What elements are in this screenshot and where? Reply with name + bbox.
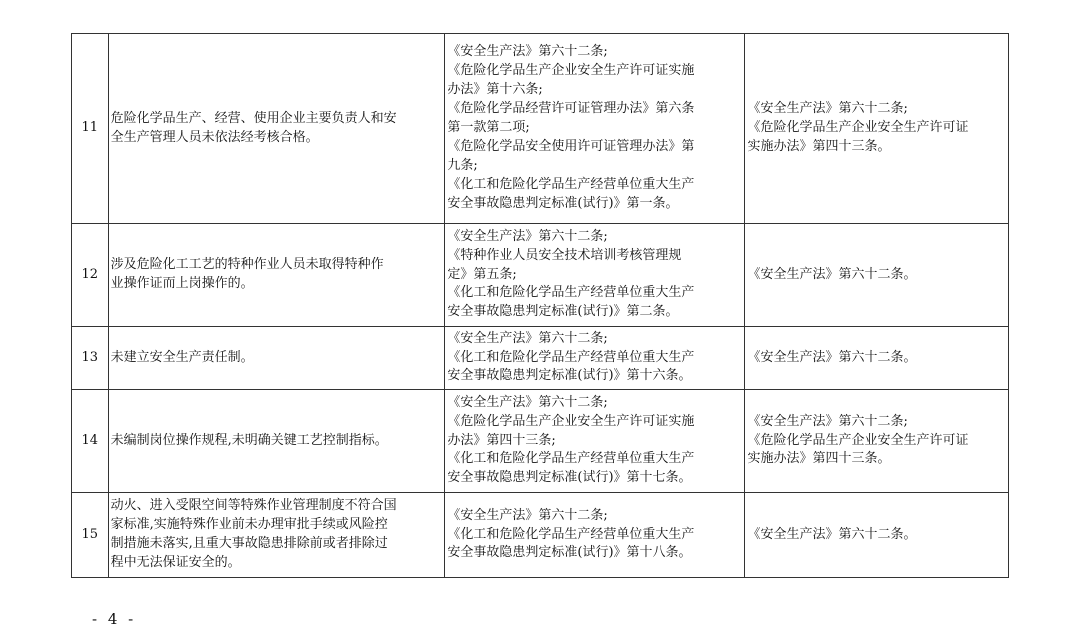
hazard-description-line: 未编制岗位操作规程,未明确关键工艺控制指标。 bbox=[110, 432, 388, 448]
legal-basis-line: 《安全生产法》第六十二条; bbox=[447, 228, 608, 244]
penalty-basis-line: 《危险化学品生产企业安全生产许可证 bbox=[747, 120, 969, 136]
table-body bbox=[72, 34, 1009, 578]
penalty-basis-line: 《危险化学品生产企业安全生产许可证 bbox=[747, 432, 969, 448]
hazard-description-line: 未建立安全生产责任制。 bbox=[110, 349, 254, 365]
penalty-basis-line: 《安全生产法》第六十二条。 bbox=[747, 266, 917, 282]
hazard-description-cell bbox=[108, 493, 445, 578]
penalty-basis-line: 实施办法》第四十三条。 bbox=[747, 138, 891, 154]
page-number: - 4 - bbox=[92, 610, 137, 628]
hazard-description-line: 动火、进入受限空间等特殊作业管理制度不符合国 bbox=[110, 498, 397, 514]
legal-basis-line: 安全事故隐患判定标准(试行)》第十六条。 bbox=[447, 368, 692, 384]
table-row bbox=[72, 34, 1009, 224]
hazard-description-cell bbox=[108, 390, 445, 493]
legal-basis-line: 安全事故隐患判定标准(试行)》第一条。 bbox=[447, 195, 679, 211]
legal-basis-line: 第一款第二项; bbox=[447, 120, 530, 136]
row-number: 13 bbox=[72, 327, 109, 390]
row-number: 14 bbox=[72, 390, 109, 493]
legal-basis-line: 《危险化学品经营许可证管理办法》第六条 bbox=[447, 101, 695, 117]
legal-basis-line: 《特种作业人员安全技术培训考核管理规 bbox=[447, 247, 682, 263]
penalty-basis-cell bbox=[745, 224, 1009, 327]
legal-basis-line: 《危险化学品生产企业安全生产许可证实施 bbox=[447, 63, 695, 79]
legal-basis-line: 办法》第四十三条; bbox=[447, 432, 556, 448]
legal-basis-line: 《安全生产法》第六十二条; bbox=[447, 330, 608, 346]
row-number: 15 bbox=[72, 493, 109, 578]
legal-basis-line: 《化工和危险化学品生产经营单位重大生产 bbox=[447, 451, 695, 467]
hazard-description-line: 全生产管理人员未依法经考核合格。 bbox=[110, 129, 319, 145]
legal-basis-line: 《化工和危险化学品生产经营单位重大生产 bbox=[447, 285, 695, 301]
legal-basis-cell bbox=[445, 390, 745, 493]
regulation-table bbox=[71, 33, 1009, 578]
legal-basis-line: 《化工和危险化学品生产经营单位重大生产 bbox=[447, 349, 695, 365]
table-row bbox=[72, 224, 1009, 327]
hazard-description-cell bbox=[108, 327, 445, 390]
legal-basis-cell bbox=[445, 327, 745, 390]
row-number: 12 bbox=[72, 224, 109, 327]
legal-basis-cell bbox=[445, 493, 745, 578]
penalty-basis-line: 实施办法》第四十三条。 bbox=[747, 451, 891, 467]
hazard-description-line: 业操作证而上岗操作的。 bbox=[110, 276, 254, 291]
hazard-description-line: 家标准,实施特殊作业前未办理审批手续或风险控 bbox=[110, 517, 388, 533]
legal-basis-cell bbox=[445, 224, 745, 327]
penalty-basis-line: 《安全生产法》第六十二条。 bbox=[747, 349, 917, 365]
legal-basis-line: 安全事故隐患判定标准(试行)》第十七条。 bbox=[447, 470, 692, 486]
penalty-basis-line: 《安全生产法》第六十二条。 bbox=[747, 526, 917, 542]
hazard-description-line: 危险化学品生产、经营、使用企业主要负责人和安 bbox=[110, 110, 397, 126]
table-row bbox=[72, 493, 1009, 578]
penalty-basis-cell bbox=[745, 34, 1009, 224]
legal-basis-line: 办法》第十六条; bbox=[447, 82, 543, 98]
penalty-basis-cell bbox=[745, 327, 1009, 390]
legal-basis-line: 安全事故隐患判定标准(试行)》第二条。 bbox=[447, 304, 679, 320]
row-number: 11 bbox=[72, 34, 109, 224]
hazard-description-line: 程中无法保证安全的。 bbox=[110, 554, 241, 570]
legal-basis-line: 《安全生产法》第六十二条; bbox=[447, 394, 608, 410]
legal-basis-line: 《安全生产法》第六十二条; bbox=[447, 507, 608, 523]
penalty-basis-cell bbox=[745, 493, 1009, 578]
legal-basis-line: 《危险化学品安全使用许可证管理办法》第 bbox=[447, 138, 695, 154]
table-row bbox=[72, 327, 1009, 390]
penalty-basis-cell bbox=[745, 390, 1009, 493]
legal-basis-line: 《化工和危险化学品生产经营单位重大生产 bbox=[447, 176, 695, 192]
penalty-basis-line: 《安全生产法》第六十二条; bbox=[747, 101, 908, 117]
legal-basis-cell bbox=[445, 34, 745, 224]
legal-basis-line: 《安全生产法》第六十二条; bbox=[447, 44, 608, 60]
hazard-description-cell bbox=[108, 34, 445, 224]
legal-basis-line: 九条; bbox=[447, 157, 478, 173]
legal-basis-line: 《危险化学品生产企业安全生产许可证实施 bbox=[447, 413, 695, 429]
legal-basis-line: 安全事故隐患判定标准(试行)》第十八条。 bbox=[447, 545, 692, 561]
hazard-description-cell bbox=[108, 224, 445, 327]
penalty-basis-line: 《安全生产法》第六十二条; bbox=[747, 413, 908, 429]
hazard-description-line: 制措施未落实,且重大事故隐患排除前或者排除过 bbox=[110, 536, 388, 551]
legal-basis-line: 定》第五条; bbox=[447, 266, 517, 282]
hazard-description-line: 涉及危险化工工艺的特种作业人员未取得特种作 bbox=[110, 257, 384, 273]
table-row bbox=[72, 390, 1009, 493]
legal-basis-line: 《化工和危险化学品生产经营单位重大生产 bbox=[447, 526, 695, 542]
